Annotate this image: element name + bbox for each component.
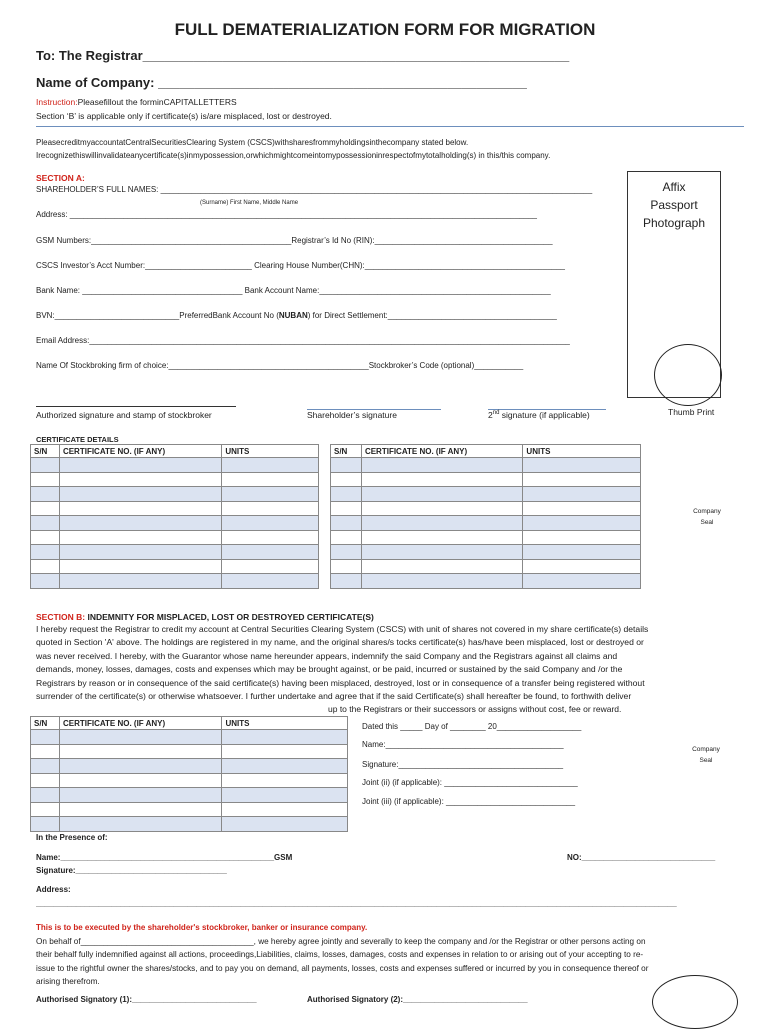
table-row[interactable] bbox=[31, 730, 348, 745]
table-cell[interactable] bbox=[331, 458, 362, 473]
table-cell[interactable] bbox=[523, 472, 641, 487]
seal-word-company: Company bbox=[692, 746, 720, 753]
table-row[interactable] bbox=[31, 759, 348, 774]
affix-text: Affix bbox=[662, 180, 686, 194]
table-cell[interactable] bbox=[59, 530, 221, 545]
presence-heading: In the Presence of: bbox=[36, 833, 108, 842]
stockbroking-field[interactable]: Name Of Stockbroking firm of choice:_____________________________________________Stockbroker’s Code (optional)___________ bbox=[36, 361, 524, 370]
table-cell[interactable] bbox=[361, 472, 522, 487]
dated-field[interactable]: Dated this _____ Day of ________ 20___________________ bbox=[362, 722, 582, 731]
table-cell[interactable] bbox=[331, 559, 362, 574]
table-row[interactable] bbox=[31, 487, 319, 502]
table-cell[interactable] bbox=[361, 574, 522, 589]
table-cell[interactable] bbox=[222, 559, 319, 574]
table-cell[interactable] bbox=[59, 559, 221, 574]
table-row[interactable] bbox=[331, 559, 641, 574]
indemnity-last-line: up to the Registrars or their successors or assigns without cost, fee or reward. bbox=[328, 704, 622, 714]
thumb-print-oval[interactable] bbox=[654, 344, 722, 406]
table-cell[interactable] bbox=[222, 574, 319, 589]
table-cell[interactable] bbox=[331, 516, 362, 531]
table-cell[interactable] bbox=[59, 744, 221, 759]
table-cell[interactable] bbox=[59, 802, 221, 817]
table-cell[interactable] bbox=[31, 744, 60, 759]
table-cell[interactable] bbox=[31, 545, 60, 560]
table-cell[interactable] bbox=[59, 574, 221, 589]
table-row[interactable] bbox=[31, 788, 348, 803]
execution-line: issue to the rightful owner the shares/stocks, and to pay you on demand, all payments, losses, costs and expenses suffered or incurred by you in consequence thereof or bbox=[36, 963, 649, 973]
presence-no-field[interactable]: NO:______________________________ bbox=[567, 853, 716, 862]
table-row[interactable] bbox=[331, 545, 641, 560]
indemnity-line: demands, money, losses, damages, costs and expenses which may be brought against, or be paid, incurred or sustained by the said Company and /or the bbox=[36, 664, 623, 675]
table-cell[interactable] bbox=[361, 501, 522, 516]
table-row[interactable] bbox=[331, 487, 641, 502]
gsm-rin-field[interactable]: GSM Numbers:_____________________________________________Registrar’s Id No (RIN):________________________________________ bbox=[36, 236, 553, 245]
signatory-1-field[interactable]: Authorised Signatory (1):____________________________ bbox=[36, 995, 257, 1004]
section-a-heading: SECTION A: bbox=[36, 173, 85, 183]
joint-ii-field[interactable]: Joint (ii) (if applicable): ______________________________ bbox=[362, 778, 578, 787]
table-row[interactable] bbox=[31, 802, 348, 817]
presence-name-field[interactable]: Name:________________________________________________GSM bbox=[36, 853, 293, 862]
request-line-2: Irecognizethiswillinvalidateanycertificate(s)inmypossession,orwhichmightcomeintomypossessioninrespectofmytotalholding(s) in this/this company. bbox=[36, 151, 551, 160]
table-cell[interactable] bbox=[31, 730, 60, 745]
thumb-print-label: Thumb Print bbox=[668, 407, 715, 417]
table-row[interactable] bbox=[31, 773, 348, 788]
presence-address-label: Address: bbox=[36, 885, 71, 894]
table-row[interactable] bbox=[331, 458, 641, 473]
table-row[interactable] bbox=[331, 530, 641, 545]
table-row[interactable] bbox=[331, 516, 641, 531]
section-b-note: Section ‘B’ is applicable only if certificate(s) is/are misplaced, lost or destroyed. bbox=[36, 111, 332, 121]
second-signature-label: 2nd signature (if applicable) bbox=[488, 410, 590, 420]
table-cell[interactable] bbox=[31, 788, 60, 803]
table-cell[interactable] bbox=[361, 516, 522, 531]
table-cell[interactable] bbox=[523, 501, 641, 516]
table-row[interactable] bbox=[31, 545, 319, 560]
certificate-table-b[interactable] bbox=[30, 716, 348, 832]
name-field[interactable]: Name:________________________________________ bbox=[362, 740, 564, 749]
table-cell[interactable] bbox=[331, 530, 362, 545]
table-cell[interactable] bbox=[331, 545, 362, 560]
execution-line: their behalf fully indemnified against all actions, proceedings,Liabilities, claims, losses, damages, costs and expenses in relation to or arising out of your accepting to re- bbox=[36, 950, 644, 960]
table-cell[interactable] bbox=[331, 472, 362, 487]
bvn-label: BVN:____________________________PreferredBank Account No ( bbox=[36, 311, 279, 320]
table-cell[interactable] bbox=[31, 458, 60, 473]
table-row[interactable] bbox=[31, 817, 348, 832]
table-row[interactable] bbox=[31, 501, 319, 516]
full-names-field[interactable]: SHAREHOLDER’S FULL NAMES: _________________________________________________________________________________________________ bbox=[36, 185, 593, 194]
table-cell[interactable] bbox=[31, 759, 60, 774]
col-certificate-no: CERTIFICATE NO. (IF ANY) bbox=[59, 717, 221, 730]
joint-iii-field[interactable]: Joint (iii) (if applicable): _____________________________ bbox=[362, 797, 576, 806]
company-name-field[interactable]: Name of Company: ___________________________________________________ bbox=[36, 75, 527, 90]
table-cell[interactable] bbox=[222, 802, 348, 817]
instruction-text: Pleasefillout the forminCAPITALLETTERS bbox=[77, 97, 237, 107]
divider bbox=[36, 126, 744, 127]
table-cell[interactable] bbox=[31, 530, 60, 545]
table-row[interactable] bbox=[331, 574, 641, 589]
table-cell[interactable] bbox=[59, 516, 221, 531]
page-title: FULL DEMATERIALIZATION FORM FOR MIGRATION bbox=[174, 20, 596, 39]
table-cell[interactable] bbox=[222, 501, 319, 516]
section-b-title: INDEMNITY FOR MISPLACED, LOST OR DESTROYED CERTIFICATE(S) bbox=[85, 612, 374, 622]
table-cell[interactable] bbox=[59, 545, 221, 560]
instruction bbox=[36, 97, 237, 107]
table-cell[interactable] bbox=[222, 773, 348, 788]
certificate-table-right[interactable] bbox=[330, 444, 641, 589]
col-sn: S/N bbox=[331, 445, 362, 458]
table-cell[interactable] bbox=[222, 487, 319, 502]
bvn-nuban-field[interactable] bbox=[36, 311, 557, 320]
table-cell[interactable] bbox=[31, 802, 60, 817]
table-cell[interactable] bbox=[59, 501, 221, 516]
table-cell[interactable] bbox=[222, 545, 319, 560]
nuban-label: NUBAN bbox=[278, 311, 308, 320]
table-cell[interactable] bbox=[59, 773, 221, 788]
name-hint: (Surname) First Name, Middle Name bbox=[200, 200, 299, 206]
table-cell[interactable] bbox=[523, 574, 641, 589]
table-cell[interactable] bbox=[31, 487, 60, 502]
bank-field[interactable]: Bank Name: ____________________________________ Bank Account Name:____________________________________________________ bbox=[36, 286, 551, 295]
table-row[interactable] bbox=[31, 472, 319, 487]
table-cell[interactable] bbox=[59, 788, 221, 803]
instruction-label: Instruction: bbox=[36, 97, 78, 107]
signature-field[interactable]: Signature:_____________________________________ bbox=[362, 760, 564, 769]
table-row[interactable] bbox=[331, 472, 641, 487]
col-certificate-no: CERTIFICATE NO. (IF ANY) bbox=[361, 445, 522, 458]
certificate-details-heading: CERTIFICATE DETAILS bbox=[36, 435, 119, 444]
table-cell[interactable] bbox=[361, 458, 522, 473]
table-cell[interactable] bbox=[222, 744, 348, 759]
photograph-text: Photograph bbox=[642, 216, 706, 230]
section-b-label: SECTION B: bbox=[36, 612, 86, 622]
address-field[interactable]: Address: _________________________________________________________________________________________________________ bbox=[36, 210, 537, 219]
table-row[interactable] bbox=[31, 530, 319, 545]
col-units: UNITS bbox=[523, 445, 641, 458]
table-cell[interactable] bbox=[361, 530, 522, 545]
table-row[interactable] bbox=[31, 574, 319, 589]
stockbroker-sig-line bbox=[36, 406, 236, 407]
indemnity-line: was never received. I hereby, with the Guarantor whose name hereunder appears, indemnify the said Company and the Registrars against all claims and bbox=[36, 650, 618, 661]
indemnity-line: surrender of the certificate(s) or otherwise whatsoever. I further undertake and agree that if the said Certificate(s) shall hereafter be found, to forthwith deliver bbox=[36, 691, 632, 702]
email-field[interactable]: Email Address:____________________________________________________________________________________________________________ bbox=[36, 336, 570, 345]
table-cell[interactable] bbox=[523, 559, 641, 574]
table-cell[interactable] bbox=[31, 574, 60, 589]
signatory-2-field[interactable]: Authorised Signatory (2):____________________________ bbox=[307, 995, 528, 1004]
seal-word-seal: Seal bbox=[699, 757, 713, 764]
bvn-tail: ) for Direct Settlement:______________________________________ bbox=[307, 311, 557, 320]
table-cell[interactable] bbox=[523, 458, 641, 473]
table-cell[interactable] bbox=[361, 487, 522, 502]
table-cell[interactable] bbox=[222, 788, 348, 803]
indemnity-paragraph bbox=[36, 623, 734, 703]
table-cell[interactable] bbox=[361, 559, 522, 574]
table-cell[interactable] bbox=[222, 759, 348, 774]
table-cell[interactable] bbox=[222, 730, 348, 745]
table-cell[interactable] bbox=[222, 516, 319, 531]
shareholder-signature-label: Shareholder’s signature bbox=[307, 410, 397, 420]
execution-line: arising therefrom. bbox=[36, 977, 100, 987]
presence-signature-field[interactable]: Signature:__________________________________ bbox=[36, 866, 227, 875]
table-cell[interactable] bbox=[523, 487, 641, 502]
table-cell[interactable] bbox=[523, 516, 641, 531]
table-cell[interactable] bbox=[31, 516, 60, 531]
indemnity-line: quoted in Section 'A' above. The holdings are registered in my name, and the original shares/s tocks certificate(s) has/have been misplaced, lost or destroyed or bbox=[36, 637, 644, 648]
passport-text: Passport bbox=[650, 198, 698, 212]
company-seal-a bbox=[687, 508, 727, 526]
table-row[interactable] bbox=[31, 516, 319, 531]
table-cell[interactable] bbox=[31, 501, 60, 516]
request-line-1: PleasecreditmyaccountatCentralSecuritiesClearing System (CSCS)withsharesfrommyholdingsinthecompany stated below. bbox=[36, 138, 469, 147]
table-row[interactable] bbox=[31, 744, 348, 759]
table-cell[interactable] bbox=[31, 472, 60, 487]
table-cell[interactable] bbox=[59, 817, 221, 832]
company-seal-b bbox=[686, 746, 726, 764]
presence-address-line[interactable]: ________________________________________________________________________________________________________________________________________________ bbox=[36, 899, 677, 908]
table-row[interactable] bbox=[331, 501, 641, 516]
seal-word-company: Company bbox=[693, 508, 721, 515]
stamp-oval[interactable] bbox=[652, 975, 738, 1029]
table-cell[interactable] bbox=[59, 487, 221, 502]
execution-line: On behalf of______________________________________, we hereby agree jointly and severally to keep the company and /or the Registrar or other persons acting on bbox=[36, 937, 646, 946]
table-cell[interactable] bbox=[222, 458, 319, 473]
table-cell[interactable] bbox=[31, 559, 60, 574]
col-sn: S/N bbox=[31, 445, 60, 458]
indemnity-line: Registrars by reason or in consequence of the said certificate(s) having been misplaced, destroyed, lost or in consequence of a transfer being registered without bbox=[36, 677, 645, 688]
indemnity-line: I hereby request the Registrar to credit my account at Central Securities Clearing System (CSCS) with unit of shares not covered in my share certificate(s) details bbox=[36, 624, 649, 634]
table-cell[interactable] bbox=[222, 817, 348, 832]
col-sn: S/N bbox=[31, 717, 60, 730]
table-cell[interactable] bbox=[59, 759, 221, 774]
table-cell[interactable] bbox=[331, 487, 362, 502]
col-units: UNITS bbox=[222, 445, 319, 458]
stockbroker-signature-label: Authorized signature and stamp of stockbroker bbox=[36, 410, 212, 420]
table-row[interactable] bbox=[31, 458, 319, 473]
table-cell[interactable] bbox=[59, 730, 221, 745]
col-units: UNITS bbox=[222, 717, 348, 730]
to-registrar-field[interactable]: To: The Registrar___________________________________________________________ bbox=[36, 48, 570, 63]
table-cell[interactable] bbox=[59, 458, 221, 473]
table-cell[interactable] bbox=[361, 545, 522, 560]
seal-word-seal: Seal bbox=[700, 519, 714, 526]
table-cell[interactable] bbox=[31, 817, 60, 832]
table-cell[interactable] bbox=[59, 472, 221, 487]
table-cell[interactable] bbox=[222, 530, 319, 545]
table-cell[interactable] bbox=[331, 574, 362, 589]
cscs-chn-field[interactable]: CSCS Investor’s Acct Number:________________________ Clearing House Number(CHN):_____________________________________________ bbox=[36, 261, 565, 270]
execution-heading: This is to be executed by the shareholder's stockbroker, banker or insurance company. bbox=[36, 923, 368, 932]
table-cell[interactable] bbox=[523, 545, 641, 560]
table-row[interactable] bbox=[31, 559, 319, 574]
section-b-heading bbox=[36, 612, 374, 622]
table-cell[interactable] bbox=[222, 472, 319, 487]
execution-paragraph bbox=[36, 935, 734, 989]
table-cell[interactable] bbox=[331, 501, 362, 516]
certificate-table-left[interactable] bbox=[30, 444, 319, 589]
table-cell[interactable] bbox=[523, 530, 641, 545]
table-cell[interactable] bbox=[31, 773, 60, 788]
col-certificate-no: CERTIFICATE NO. (IF ANY) bbox=[59, 445, 221, 458]
